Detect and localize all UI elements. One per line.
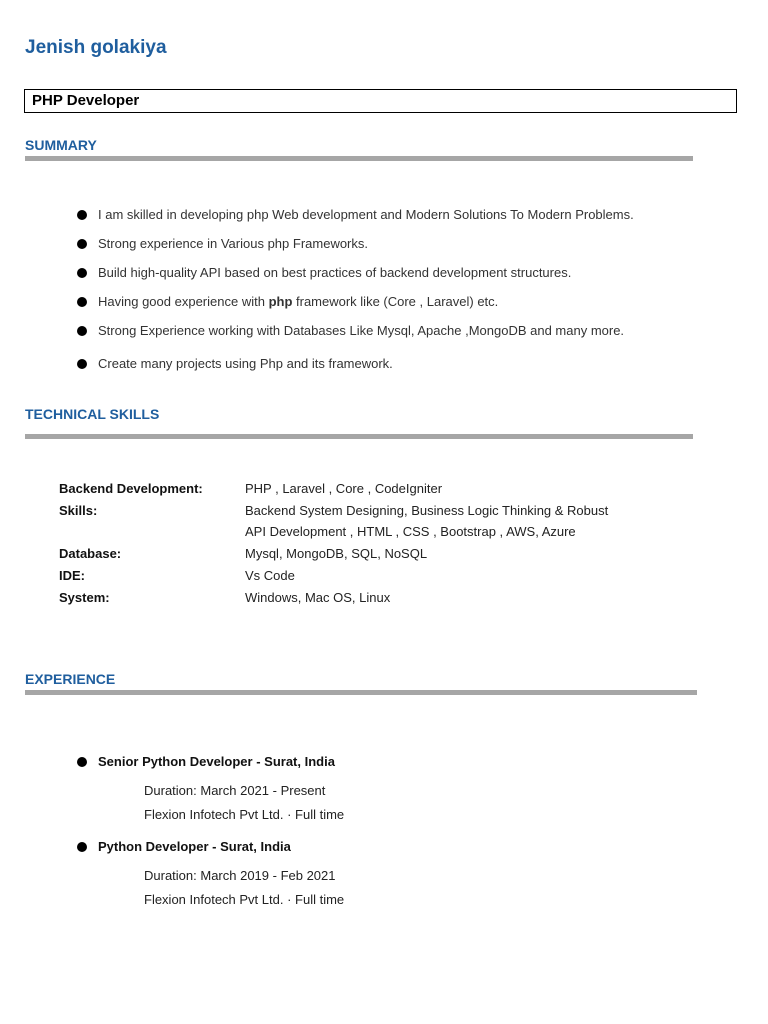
job-entry-title xyxy=(77,839,291,854)
summary-item-text: Create many projects using Php and its framework. xyxy=(98,356,393,371)
job-title-text: Python Developer - Surat, India xyxy=(98,839,291,854)
summary-item-text: Having good experience with xyxy=(98,294,269,309)
job-title: PHP Developer xyxy=(32,92,140,109)
bullet-icon xyxy=(77,239,87,249)
summary-item xyxy=(77,323,624,338)
summary-item-text: Strong Experience working with Databases Like Mysql, Apache ,MongoDB and many more. xyxy=(98,323,625,338)
bullet-icon xyxy=(77,297,87,307)
summary-heading: SUMMARY xyxy=(25,137,97,153)
experience-divider xyxy=(25,690,697,695)
job-company: Flexion Infotech Pvt Ltd. · Full time xyxy=(144,807,345,822)
skill-value: Windows, Mac OS, Linux xyxy=(245,590,391,605)
bullet-icon xyxy=(77,268,87,278)
skill-label: Backend Development: xyxy=(59,481,203,496)
skill-value: Backend System Designing, Business Logic Thinking & Robust xyxy=(245,503,609,518)
job-duration: Duration: March 2021 - Present xyxy=(144,783,326,798)
job-title-box xyxy=(24,89,737,113)
summary-item-text: Build high-quality API based on best practices of backend development structures. xyxy=(98,265,572,280)
job-title-text: Senior Python Developer - Surat, India xyxy=(98,754,335,769)
bullet-icon xyxy=(77,359,87,369)
summary-item xyxy=(77,236,368,251)
bullet-icon xyxy=(77,842,87,852)
summary-item-bold: php xyxy=(268,294,293,309)
job-entry-title xyxy=(77,754,335,769)
skill-label: Database: xyxy=(59,546,122,561)
skill-value: Vs Code xyxy=(245,568,295,583)
skills-divider xyxy=(25,434,693,439)
summary-item xyxy=(77,265,571,280)
candidate-name: Jenish golakiya xyxy=(25,37,167,58)
experience-heading: EXPERIENCE xyxy=(25,671,116,687)
bullet-icon xyxy=(77,757,87,767)
skill-value: PHP , Laravel , Core , CodeIgniter xyxy=(245,481,443,496)
summary-item-text: I am skilled in developing php Web development and Modern Solutions To Modern Problems. xyxy=(98,207,634,222)
bullet-icon xyxy=(77,210,87,220)
skill-value: API Development , HTML , CSS , Bootstrap , AWS, Azure xyxy=(245,524,576,539)
summary-item xyxy=(77,356,393,371)
summary-item-text: Strong experience in Various php Frameworks. xyxy=(98,236,368,251)
summary-divider xyxy=(25,156,693,161)
skills-heading: TECHNICAL SKILLS xyxy=(25,406,160,422)
skill-label: Skills: xyxy=(59,503,98,518)
job-duration: Duration: March 2019 - Feb 2021 xyxy=(144,868,336,883)
skill-value: Mysql, MongoDB, SQL, NoSQL xyxy=(245,546,428,561)
bullet-icon xyxy=(77,326,87,336)
summary-item-text: framework like (Core , Laravel) etc. xyxy=(292,294,499,309)
summary-item xyxy=(77,294,498,309)
summary-item xyxy=(77,207,634,222)
skill-label: System: xyxy=(59,590,110,605)
skill-label: IDE: xyxy=(59,568,85,583)
job-company: Flexion Infotech Pvt Ltd. · Full time xyxy=(144,892,345,907)
